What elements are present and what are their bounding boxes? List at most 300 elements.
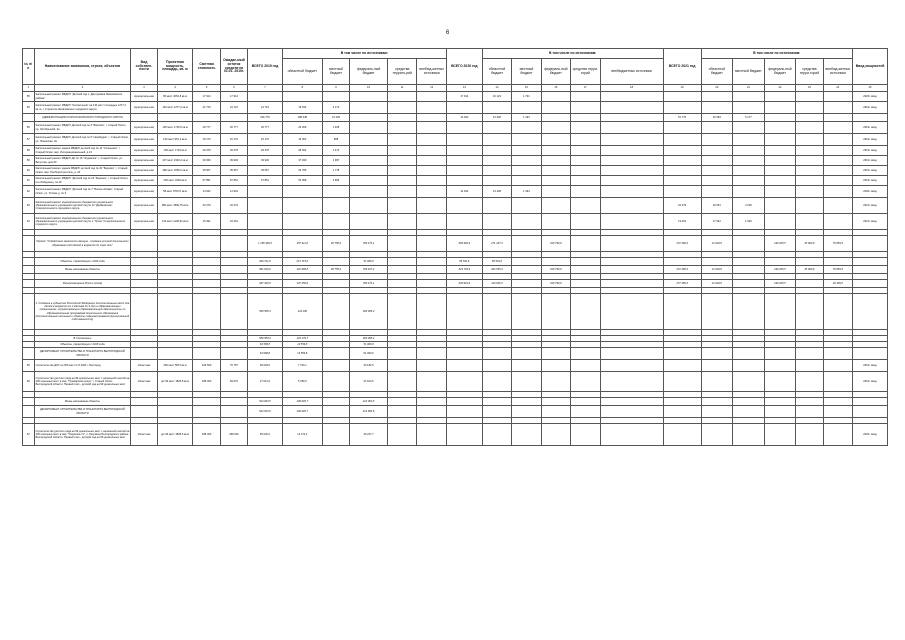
table-cell: 39 936 (220, 156, 247, 166)
table-cell: 16 123 (482, 92, 511, 102)
table-cell (600, 372, 663, 392)
table-cell: 30 182,5 (350, 360, 388, 372)
table-cell: 32 279 (663, 198, 701, 214)
table-cell: 350 мест 5874 кв.м (157, 360, 193, 372)
table-cell (823, 102, 852, 114)
table-cell (541, 156, 570, 166)
table-cell (446, 146, 482, 156)
table-cell (663, 258, 701, 266)
table-cell (764, 214, 796, 230)
table-cell (600, 360, 663, 372)
table-row (23, 294, 888, 330)
table-cell (600, 102, 663, 114)
header-estimate: Сметная стоимость (193, 49, 220, 85)
table-cell (388, 266, 417, 274)
table-cell (541, 348, 570, 360)
table-cell (482, 424, 511, 446)
table-cell (512, 406, 541, 418)
table-cell (701, 360, 733, 372)
table-cell (23, 348, 35, 360)
table-cell (482, 102, 511, 114)
table-row (23, 198, 888, 214)
table-cell (482, 198, 511, 214)
table-cell (322, 186, 349, 198)
table-cell (796, 372, 823, 392)
table-cell (512, 214, 541, 230)
table-cell (322, 360, 349, 372)
table-cell (388, 198, 417, 214)
table-cell (350, 92, 388, 102)
table-cell: 2019г. ввод (853, 166, 888, 176)
table-cell (512, 146, 541, 156)
table-cell: 57 851 (220, 176, 247, 186)
table-cell (350, 146, 388, 156)
table-cell: Капитальный ремонт МБДОУ Детский сад № 4 "Василёк", г. Старый Оскол, пр. Октябрьский, 3а (34, 122, 131, 134)
table-cell (571, 372, 600, 392)
table-cell: 64 568,8 (248, 348, 283, 360)
table-cell (157, 398, 193, 406)
table-cell (23, 398, 35, 406)
table-cell (796, 348, 823, 360)
column-number: 12 (417, 85, 446, 92)
table-cell (131, 398, 157, 406)
table-cell: 123 179,7 (282, 336, 322, 342)
table-cell (701, 92, 733, 102)
table-cell: 122 696,8 (282, 266, 322, 274)
subheader-s2020-2: федераль-ный бюджет (541, 59, 570, 85)
table-cell (388, 92, 417, 102)
table-row (23, 146, 888, 156)
table-cell (796, 258, 823, 266)
table-cell: муниципаль-ная (131, 176, 157, 186)
table-cell: 58 (23, 146, 35, 156)
table-cell (764, 92, 796, 102)
table-cell (764, 258, 796, 266)
column-number: 10 (350, 85, 388, 92)
table-cell (571, 166, 600, 176)
table-cell (733, 258, 765, 266)
table-cell: 19 491 (193, 214, 220, 230)
table-cell (571, 146, 600, 156)
table-cell: 59 (23, 156, 35, 166)
table-cell (417, 236, 446, 252)
table-cell (853, 406, 888, 418)
table-cell: 891 619,9 (248, 266, 283, 274)
table-cell (482, 122, 511, 134)
table-cell (157, 348, 193, 360)
table-cell: 19 491 (220, 214, 247, 230)
investment-table (22, 48, 888, 446)
table-cell (764, 294, 796, 330)
column-number: 8 (282, 85, 322, 92)
subheader-s2021-2: федераль-ный бюджет (764, 59, 796, 85)
table-cell (764, 146, 796, 156)
table-cell (796, 146, 823, 156)
table-cell (600, 214, 663, 230)
table-row (23, 348, 888, 360)
column-number: 15 (512, 85, 541, 92)
table-cell: 57 851 (248, 176, 283, 186)
table-cell (157, 406, 193, 418)
table-row (23, 102, 888, 114)
table-cell (733, 134, 765, 146)
table-cell (823, 186, 852, 198)
table-cell (350, 186, 388, 198)
table-cell (571, 294, 600, 330)
table-cell: 709 167,2 (350, 266, 388, 274)
table-cell: 2021г. ввод (853, 214, 888, 230)
table-cell: муниципаль-ная (131, 166, 157, 176)
table-cell: муниципаль-ная (131, 92, 157, 102)
table-cell (571, 186, 600, 198)
table-cell (322, 280, 349, 288)
table-cell (541, 102, 570, 114)
table-row (23, 398, 888, 406)
table-cell (23, 258, 35, 266)
table-cell (823, 146, 852, 156)
table-cell: 56 (23, 122, 35, 134)
table-cell (512, 236, 541, 252)
table-cell (388, 360, 417, 372)
table-cell (512, 372, 541, 392)
table-cell (23, 236, 35, 252)
table-cell (663, 146, 701, 156)
table-cell: 760 174,1 (350, 236, 388, 252)
table-cell (541, 114, 570, 122)
table-cell: 38 093,6 (248, 360, 283, 372)
table-cell (796, 198, 823, 214)
table-cell (322, 294, 349, 330)
table-cell: 70 859,9 (823, 266, 852, 274)
table-cell (220, 266, 247, 274)
table-row (23, 360, 888, 372)
table-cell (853, 398, 888, 406)
table-cell: 2 172 (322, 102, 349, 114)
table-cell (764, 198, 796, 214)
table-cell: 63 (23, 198, 35, 214)
table-cell (853, 280, 888, 288)
table-cell (131, 236, 157, 252)
table-cell: 17 542 (701, 214, 733, 230)
column-number: 21 (733, 85, 765, 92)
table-cell: 38 758,0 (322, 266, 349, 274)
table-cell: В Соглашении (34, 336, 131, 342)
table-cell: Капитальный ремонт здания МБДОУ детский сад № 14 "Солнышко", г. Старый Оскол, мкр. Интернациональный, д.13 (34, 146, 131, 156)
table-cell (446, 198, 482, 214)
subheader-s2020-0: областной бюджет (482, 59, 511, 85)
column-number: 22 (764, 85, 796, 92)
table-cell (282, 214, 322, 230)
table-cell (663, 348, 701, 360)
table-cell: 188 000 (220, 424, 247, 446)
table-cell (663, 372, 701, 392)
table-cell (796, 114, 823, 122)
table-cell: 5 789,5 (282, 372, 322, 392)
table-cell (701, 348, 733, 360)
table-cell (663, 294, 701, 330)
table-cell (193, 280, 220, 288)
table-cell: 3 228 (733, 198, 765, 214)
table-cell (388, 114, 417, 122)
column-number: 18 (600, 85, 663, 92)
table-cell (220, 294, 247, 330)
table-cell (541, 406, 570, 418)
table-cell (482, 146, 511, 156)
table-cell: 14 942 (193, 186, 220, 198)
column-number: 20 (701, 85, 733, 92)
table-cell (541, 360, 570, 372)
table-cell: 522 003,5 (248, 406, 283, 418)
table-cell (157, 236, 193, 252)
table-cell (248, 186, 283, 198)
table-cell (796, 176, 823, 186)
table-cell: Минпросвещения России (по/не) (34, 280, 131, 288)
table-cell: 226 779 (248, 114, 283, 122)
table-cell: Проект "Содействие занятости женщин - создание условий дошкольного образования для детей в возрасте до трех лет" (34, 236, 131, 252)
table-cell (350, 166, 388, 176)
table-cell: 29 478 (193, 146, 220, 156)
table-cell: 318 793,6 (541, 280, 570, 288)
subheader-s2020-3: средства терри-торий (571, 59, 600, 85)
table-cell (663, 176, 701, 186)
table-cell (350, 198, 388, 214)
table-cell (823, 166, 852, 176)
table-cell: 586 588,3 (248, 336, 283, 342)
table-cell (388, 146, 417, 156)
table-cell: 55 (23, 92, 35, 102)
table-cell (193, 348, 220, 360)
table-cell (701, 186, 733, 198)
table-cell (701, 372, 733, 392)
table-cell (417, 406, 446, 418)
table-cell: 32 279 (193, 198, 220, 214)
column-number: 16 (541, 85, 570, 92)
table-cell (823, 398, 852, 406)
table-cell: 21 814,5 (350, 372, 388, 392)
table-cell (701, 156, 733, 166)
table-cell (796, 166, 823, 176)
table-cell: 20 269 (282, 122, 322, 134)
table-cell (282, 198, 322, 214)
table-cell (193, 266, 220, 274)
table-cell: 21 094,8 (701, 236, 733, 252)
table-cell: Капитальный ремонт муниципального бюджетного дошкольного образовательного учреждения детский сад № 1 "Лучик" Старооскольского городского округа (34, 214, 131, 230)
column-number: 3 (131, 85, 157, 92)
table-cell (417, 122, 446, 134)
table-cell (733, 294, 765, 330)
table-cell (663, 186, 701, 198)
table-cell (417, 186, 446, 198)
table-cell (388, 214, 417, 230)
table-cell (322, 198, 349, 214)
table-cell (446, 214, 482, 230)
table-cell: 33 789 (282, 166, 322, 176)
column-number: 23 (796, 85, 823, 92)
table-cell (600, 424, 663, 446)
table-cell (796, 122, 823, 134)
table-cell (600, 266, 663, 274)
table-cell (823, 294, 852, 330)
table-cell (600, 398, 663, 406)
column-number: 14 (482, 85, 511, 92)
table-cell (796, 294, 823, 330)
table-cell (512, 360, 541, 372)
table-cell: 1 949 (733, 214, 765, 230)
table-cell (733, 176, 765, 186)
table-cell (417, 102, 446, 114)
table-cell: Объекты, переходящие с 2018 года (34, 342, 131, 348)
table-cell (512, 258, 541, 266)
table-row (23, 92, 888, 102)
table-cell: 522 003,5 (248, 398, 283, 406)
table-cell (663, 122, 701, 134)
table-cell (823, 176, 852, 186)
table-cell: Капитальный ремонт МБДОУ "Детский сад с. Дмитриевка Яковлевского района" (34, 92, 131, 102)
table-cell: 188 000 (193, 372, 220, 392)
table-cell: 523 743,9 (446, 266, 482, 274)
table-cell (417, 166, 446, 176)
table-cell (417, 214, 446, 230)
table-cell: 20 777 (248, 122, 283, 134)
table-cell (823, 122, 852, 134)
table-cell (796, 92, 823, 102)
table-cell (571, 198, 600, 214)
table-cell (417, 372, 446, 392)
table-cell: ДЕПАРТАМЕНТ СТРОИТЕЛЬСТВА И ТРАНСПОРТА БЕЛГОРОДСКОЙ ОБЛАСТИ (34, 406, 131, 418)
table-cell (571, 424, 600, 446)
table-cell (23, 114, 35, 122)
table-cell: д/с 99 мест 1828,6 кв.м (157, 424, 193, 446)
header-ownership: Вид собствен-ности (131, 49, 157, 85)
table-cell: 2021г. ввод (853, 198, 888, 214)
table-cell (417, 280, 446, 288)
page-number: 6 (446, 30, 450, 36)
table-cell (764, 424, 796, 446)
table-cell (600, 92, 663, 102)
table-cell: д/с 99 мест 1825,8 кв.м (157, 372, 193, 392)
table-cell (600, 134, 663, 146)
table-cell (733, 406, 765, 418)
table-cell: 54 958 (282, 176, 322, 186)
table-cell: 86 591,6 (482, 258, 511, 266)
table-cell: 140 мест 1277,4 кв.м (157, 102, 193, 114)
table-cell (131, 348, 157, 360)
table-cell (701, 122, 733, 134)
table-cell (417, 258, 446, 266)
table-cell (764, 114, 796, 122)
table-cell (663, 424, 701, 446)
table-cell: 137 250,0 (282, 280, 322, 288)
column-number: 1 (23, 85, 35, 92)
table-cell (541, 294, 570, 330)
table-cell (512, 348, 541, 360)
table-cell: 12 372,2 (282, 424, 322, 446)
table-cell (600, 348, 663, 360)
table-cell (823, 258, 852, 266)
table-cell (350, 176, 388, 186)
table-cell (764, 156, 796, 166)
table-cell (853, 266, 888, 274)
table-cell (823, 114, 852, 122)
table-cell: 188 000 (193, 424, 220, 446)
table-cell: 29 478 (248, 146, 283, 156)
table-cell: Капитальный ремонт МБДОУ Детский сад № 5 "Незабудка", г. Старый Оскол, ул. Ленинская, 3а (34, 134, 131, 146)
table-cell (512, 398, 541, 406)
table-cell (764, 166, 796, 176)
table-cell: 2 893 (322, 176, 349, 186)
table-cell: муниципаль-ная (131, 214, 157, 230)
table-cell (571, 258, 600, 266)
table-cell: 35 567 (248, 166, 283, 176)
table-cell (600, 186, 663, 198)
table-cell (220, 114, 247, 122)
table-cell: 412 382,8 (350, 406, 388, 418)
table-cell: Объекты, переходящие с 2018 года (34, 258, 131, 266)
table-cell (541, 214, 570, 230)
table-cell (446, 134, 482, 146)
table-cell (512, 266, 541, 274)
table-cell: 45 000,0 (796, 266, 823, 274)
table-cell (571, 156, 600, 166)
table-cell (417, 424, 446, 446)
column-number: 6 (220, 85, 247, 92)
table-cell (512, 280, 541, 288)
table-cell (701, 134, 733, 146)
table-cell: 56 (23, 102, 35, 114)
table-cell (417, 92, 446, 102)
table-cell: 2020г. ввод (853, 92, 888, 102)
header-sources-2019: В том числе по источникам: (282, 49, 446, 59)
table-cell: 2019г. ввод (853, 156, 888, 166)
table-cell: 116 828,3 (482, 280, 511, 288)
table-cell: 13 559,8 (282, 348, 322, 360)
table-cell: 46 593 (701, 114, 733, 122)
table-cell: 61 (23, 176, 35, 186)
table-cell (446, 372, 482, 392)
subheader-s2021-1: местный бюджет (733, 59, 765, 85)
subheader-s2019-4: внебюд-жетных источники (417, 59, 446, 85)
column-number: 17 (571, 85, 600, 92)
table-cell (417, 134, 446, 146)
table-cell (541, 166, 570, 176)
table-cell: 51 770 (663, 114, 701, 122)
table-cell: 19 491 (663, 214, 701, 230)
table-cell (23, 294, 35, 330)
table-cell: 1 791 (512, 92, 541, 102)
table-cell (220, 258, 247, 266)
table-cell (388, 134, 417, 146)
table-row (23, 156, 888, 166)
table-cell (796, 102, 823, 114)
table-cell (823, 360, 852, 372)
table-cell (764, 406, 796, 418)
subheader-s2020-1: местный бюджет (512, 59, 541, 85)
table-cell (23, 266, 35, 274)
table-cell (541, 198, 570, 214)
table-row (23, 372, 888, 392)
table-cell (446, 398, 482, 406)
table-cell: Капитальный ремонт МБДОУ "Детский сад № 24 "Березка", г. Старый Оскол, м-н Лебединец, № 29 (34, 176, 131, 186)
table-cell: областная (131, 372, 157, 392)
column-number: 4 (157, 85, 193, 92)
table-cell (764, 122, 796, 134)
table-cell: 35 567 (220, 166, 247, 176)
table-cell (388, 166, 417, 176)
table-cell (350, 156, 388, 166)
table-cell (322, 348, 349, 360)
table-cell: 37 939 (282, 156, 322, 166)
table-cell (663, 398, 701, 406)
